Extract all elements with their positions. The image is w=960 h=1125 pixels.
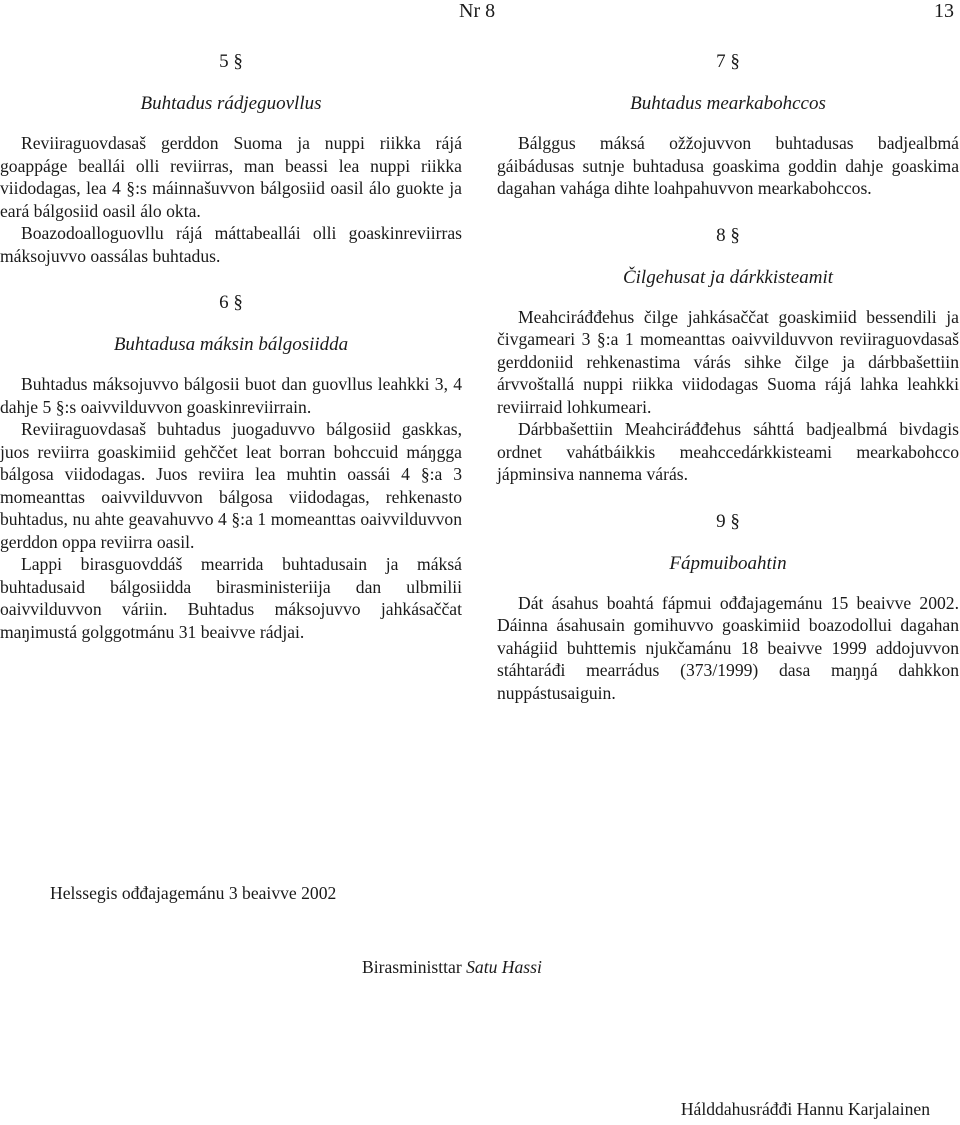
section-9-number: 9 §	[716, 510, 740, 532]
section-9-paragraph-1: Dát ásahus boahtá fápmui ođđajagemánu 15 beaivve 2002. Dáinna ásahusain gomihuvvo goaskimiid boazodollui dagahan vahágiid buhttemis njukčamánu 18 beaivve 1999 addojuvvon stáhtaráđi mearrádus (373/1999) dasa maŋŋá dahkkon nuppástusaiguin.	[497, 592, 959, 703]
section-6-title: Buhtadusa máksin bálgosiidda	[113, 334, 349, 355]
section-8-paragraph-1: Meahciráđđehus čilge jahkásaččat goaskimiid bessendili ja čivgameari 3 §:a 1 momeanttas oaivvilduvvon reviiraguovdasaš gerddoniid rehkenastima várás sihke čilge ja dárbbašettiin árvvoštallá nuppi riikka viidodagas Suoma rájá lahka leahkki reviirraid lohkumeari.	[497, 306, 959, 417]
section-8-paragraph-2: Dárbbašettiin Meahciráđđehus sáhttá badjealbmá bivdagis ordnet vahátbáikkis meahccedárkkisteami mearkabohcco jápminsiva nannema várás.	[497, 419, 959, 484]
section-9-title: Fápmuiboahtin	[669, 552, 787, 574]
issue-number: Nr 8	[459, 0, 496, 22]
section-5-paragraph-2: Boazodoalloguovllu rájá máttabeallái olli goaskinreviirras máksojuvvo oassálas buhtadus.	[0, 223, 462, 266]
right-column	[497, 48, 959, 704]
section-6-paragraph-3: Lappi birasguovddáš mearrida buhtadusain ja máksá buhtadusaid bálgosiidda birasministeriija dan ulbmilii oaivvilduvvon váriin. Buhtadus máksojuvvo jahkásaččat maŋimustá golggotmánu 31 beaivve rádjai.	[0, 554, 462, 642]
section-7-title: Buhtadus mearkabohccos	[630, 93, 826, 114]
section-5-number: 5 §	[219, 51, 243, 72]
minister-name: Satu Hassi	[466, 957, 542, 977]
section-5-paragraph-1: Reviiraguovdasaš gerddon Suoma ja nuppi riikka rájá goappáge beallái olli reviirras, man beassi lea nuppi riikka viidodagas, lea 4 §:s máinnašuvvon bálgosiid oasil álo guokte ja eará bálgosiid oasil álo okta.	[0, 133, 462, 221]
page-header	[0, 0, 960, 30]
section-7-number: 7 §	[716, 51, 740, 72]
left-column	[0, 48, 462, 643]
section-5-title: Buhtadus rádjeguovllus	[140, 93, 322, 114]
section-6-number: 6 §	[219, 292, 243, 313]
minister-title: Birasministtar	[362, 957, 462, 977]
section-6-paragraph-2: Reviiraguovdasaš buhtadus juogaduvvo bálgosiid gaskkas, juos reviirra goaskimiid gehččet leat borran bohccuid máŋgga bálgosa viidodagas. Juos reviira lea muhtin oassái 4 §:a 3 momeanttas oaivvilduvvon bálgosa viidodagas, rehkenasto buhtadus, nu ahte geavahuvvo 4 §:a 1 momeanttas oaivvilduvvon gerddon oppa reviirra oasil.	[0, 419, 462, 552]
section-7-paragraph-1: Bálggus máksá ožžojuvvon buhtadusas badjealbmá gáibádusas sutnje buhtadusa goaskima goddin dahje goaskima dagahan vahága dihte loahpahuvvon mearkabohccos.	[497, 133, 959, 198]
minister-signature	[362, 957, 542, 978]
page-number: 13	[934, 0, 954, 22]
section-8-number: 8 §	[716, 224, 740, 246]
signing-date-line: Helssegis ođđajagemánu 3 beaivve 2002	[50, 883, 337, 903]
section-6-paragraph-1: Buhtadus máksojuvvo bálgosii buot dan guovllus leahkki 3, 4 dahje 5 §:s oaivvilduvvon goaskinreviirrain.	[0, 374, 462, 417]
section-8-title: Čilgehusat ja dárkkisteamit	[622, 266, 834, 288]
clerk-signature: Hálddahusráđđi Hannu Karjalainen	[680, 1099, 930, 1119]
